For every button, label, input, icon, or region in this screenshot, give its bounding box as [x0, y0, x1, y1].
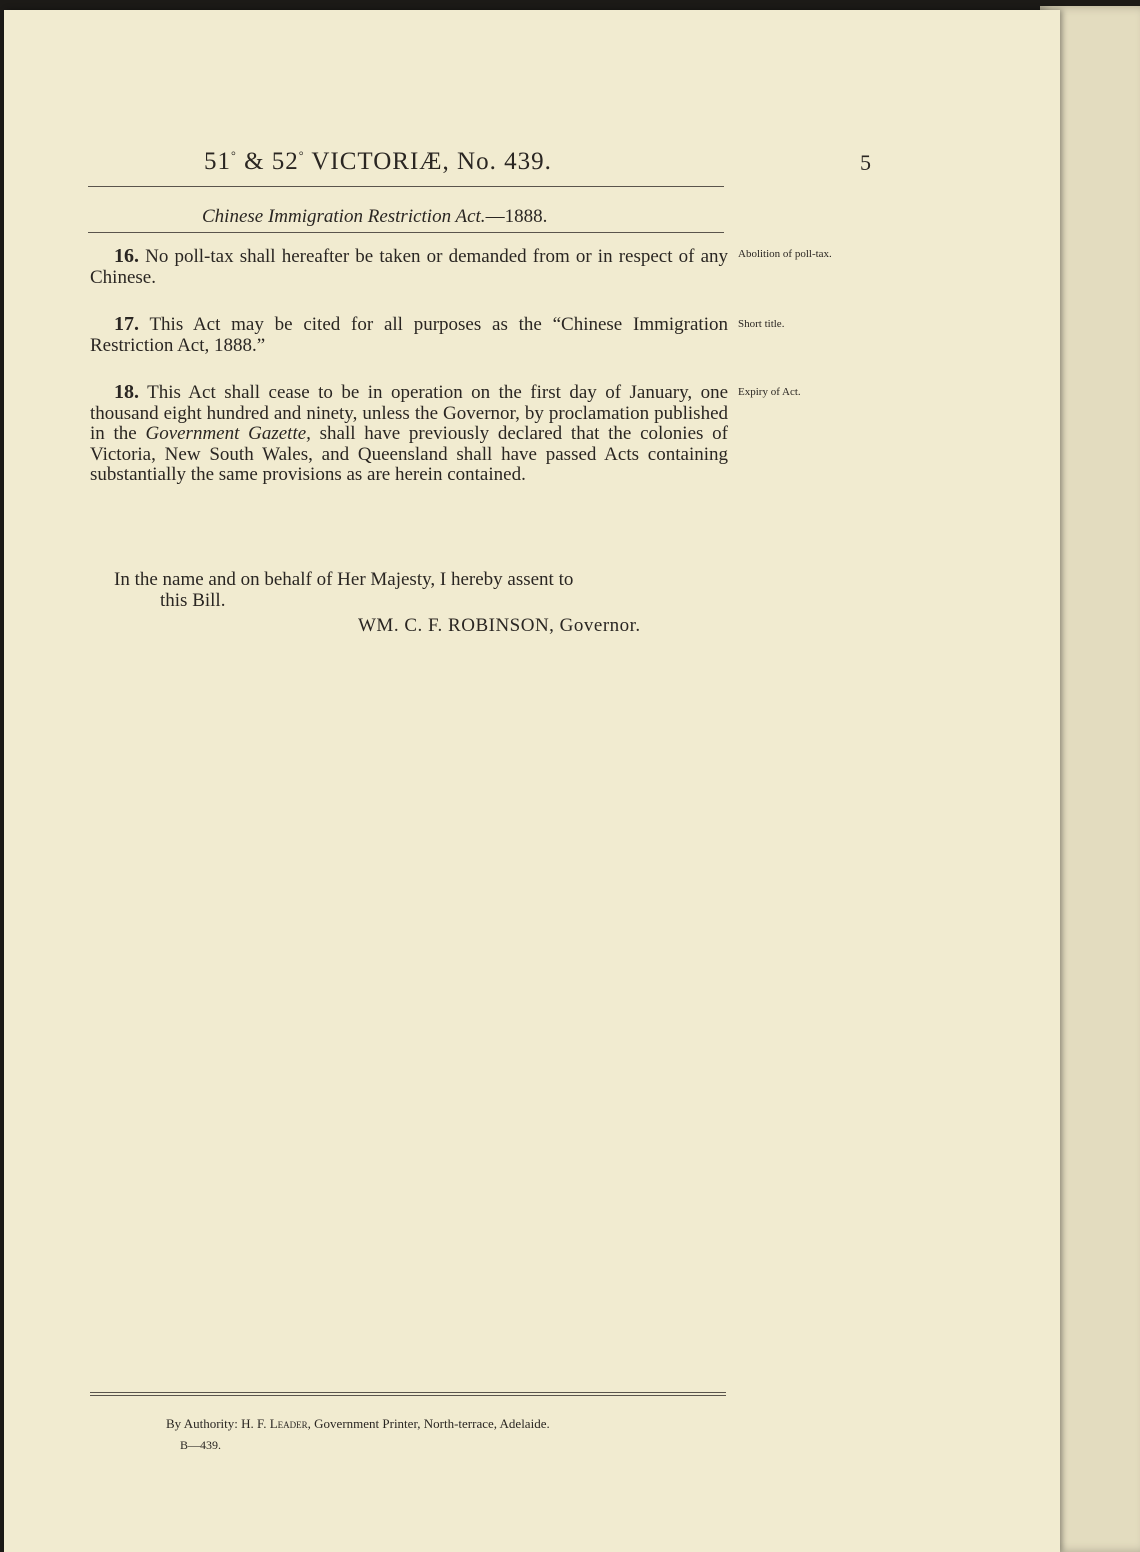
section-text: shall have previously declared that the colonies of Victoria, New South Wales, and Queensland shall have passed Acts containing substantially the same provisions as are herein contained.: [90, 423, 728, 485]
marginal-note: Abolition of poll-tax.: [738, 248, 832, 260]
printer-imprint: By Authority: H. F. Leader, Government Printer, North-terrace, Adelaide.: [166, 1416, 550, 1431]
assent-line: this Bill.: [160, 589, 226, 611]
page-number: 5: [860, 150, 871, 175]
page-header-title: 51° & 52° VICTORIÆ, No. 439.: [204, 148, 552, 175]
section-17: [90, 314, 728, 356]
section-16: [90, 246, 728, 288]
section-text: This Act may be cited for all purposes as the “Chinese Immigration Restriction Act, 1888.”: [90, 314, 728, 356]
document-reference: B—439.: [180, 1438, 222, 1452]
section-number: 16.: [114, 245, 139, 267]
marginal-note: Expiry of Act.: [738, 386, 801, 398]
assent-line: In the name and on behalf of Her Majesty, I hereby assent to: [114, 569, 574, 590]
document-page: [4, 10, 1060, 1552]
marginal-note: Short title.: [738, 318, 785, 330]
footer-rule: [90, 1392, 726, 1396]
section-text: No poll-tax shall hereafter be taken or demanded from or in respect of any Chinese.: [90, 246, 728, 288]
section-18: [90, 382, 728, 486]
assent-block: [114, 570, 728, 611]
governor-signature: WM. C. F. ROBINSON, Governor.: [358, 615, 641, 636]
section-text: This Act shall cease to be in operation on the first day of January, one thousand eight hundred and ninety, unless the Governor, by proclamation published in the: [90, 382, 728, 444]
gazette-title: Government Gazette,: [145, 423, 311, 444]
act-subtitle: Chinese Immigration Restriction Act.—1888.: [202, 206, 548, 227]
subtitle-rule: [88, 232, 724, 233]
header-rule: [88, 186, 724, 187]
section-number: 17.: [114, 313, 139, 335]
section-number: 18.: [114, 381, 139, 403]
